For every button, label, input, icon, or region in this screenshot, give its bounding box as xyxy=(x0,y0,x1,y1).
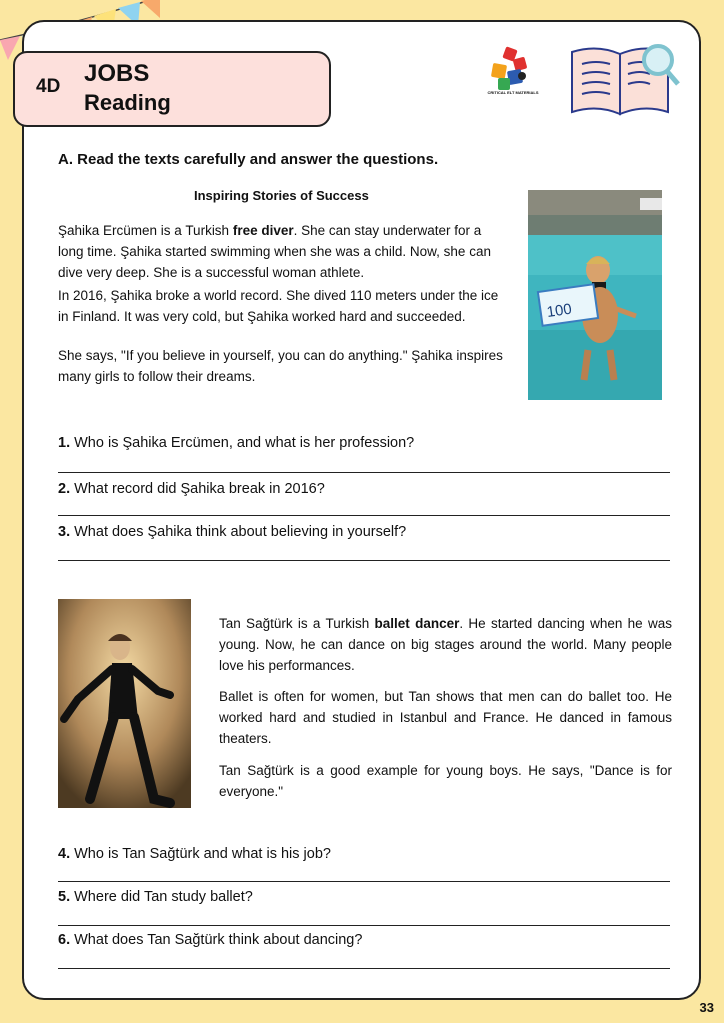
question-6: 6. What does Tan Sağtürk think about dancing? xyxy=(58,932,363,948)
answer-line-5[interactable] xyxy=(58,925,670,926)
header-box xyxy=(13,51,331,127)
story2-paragraph-3: Tan Sağtürk is a good example for young boys. He says, "Dance is for everyone." xyxy=(219,763,672,799)
diver-photo xyxy=(528,190,662,400)
page-number: 33 xyxy=(699,1000,714,1015)
answer-line-3[interactable] xyxy=(58,560,670,561)
unit-subtitle: Reading xyxy=(84,90,171,115)
question-4: 4. Who is Tan Sağtürk and what is his job? xyxy=(58,846,331,862)
story2-paragraph-1: Tan Sağtürk is a Turkish ballet dancer. He started dancing when he was young. Now, he can dance on big stages around the world. Many people love his performances. xyxy=(219,616,672,673)
story1-paragraph-3: She says, "If you believe in yourself, you can do anything." Şahika inspires many girls to follow their dreams. xyxy=(58,348,503,384)
unit-title: JOBS xyxy=(84,60,150,87)
story1-paragraph-1: Şahika Ercümen is a Turkish free diver. She can stay underwater for a long time. Şahika started swimming when she was a child. Now, she can dive very deep. She is a successful woman athlete. xyxy=(58,223,491,280)
story2-paragraph-2: Ballet is often for women, but Tan shows that men can do ballet too. He worked hard and studied in Istanbul and France. He danced in famous theaters. xyxy=(219,689,672,746)
unit-code: 4D xyxy=(36,76,61,97)
answer-line-6[interactable] xyxy=(58,968,670,969)
answer-line-2[interactable] xyxy=(58,515,670,516)
question-5: 5. Where did Tan study ballet? xyxy=(58,889,253,905)
instructions-heading: A. Read the texts carefully and answer the questions. xyxy=(58,151,439,168)
book-magnifier-icon xyxy=(562,40,682,118)
answer-line-4[interactable] xyxy=(58,881,670,882)
story-title: Inspiring Stories of Success xyxy=(194,188,369,203)
story1-paragraph-2: In 2016, Şahika broke a world record. She dived 110 meters under the ice in Finland. It was very cold, but Şahika worked hard and succeeded. xyxy=(58,288,499,324)
question-2: 2. What record did Şahika break in 2016? xyxy=(58,481,325,497)
question-1: 1. Who is Şahika Ercümen, and what is her profession? xyxy=(58,435,415,451)
dancer-photo xyxy=(58,599,191,808)
question-3: 3. What does Şahika think about believing in yourself? xyxy=(58,524,407,540)
photo-sign-number: 100 xyxy=(545,300,573,321)
logo-caption: CRITICAL ELT MATERIALS xyxy=(487,90,539,95)
answer-line-1[interactable] xyxy=(58,472,670,473)
